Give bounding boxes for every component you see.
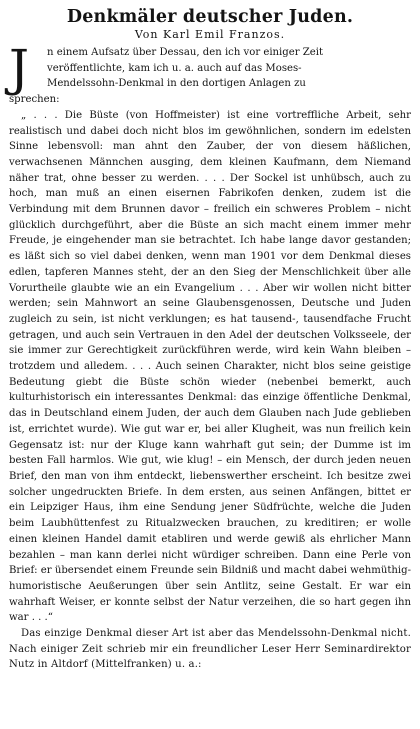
author-byline: Von Karl Emil Franzos.	[134, 28, 286, 41]
intro-paragraph	[9, 39, 411, 108]
article-body	[9, 39, 411, 673]
closing-paragraph: Das einzige Denkmal dieser Art ist aber das Mendelssohn-Denkmal nicht. Nach einiger Zeit schrieb mir ein freundlicher Leser Herr Seminardirektor Nutz in Altdorf (Mittelfranken) u. a.:	[9, 628, 411, 671]
drop-capital: J	[9, 39, 30, 97]
intro-line: n einem Aufsatz über Dessau, den ich vor einiger Zeit	[47, 47, 324, 58]
intro-line: sprechen:	[9, 94, 60, 106]
intro-line: Mendelssohn-Denkmal in den dortigen Anlagen zu	[47, 78, 306, 90]
quote-text: „ . . . Die Büste (von Hoffmeister) ist eine vortreffliche Arbeit, sehr realistisch und dabei doch nicht blos im gewöhnlichen, sondern im edelsten Sinne lebensvoll: man ahnt den Zauber, der von diesem häßlichen, verwachsenen Männchen ausging, dem kleinen Kaufmann, dem Niemand näher trat, ohne besser zu werden. . . . Der Sockel ist unhübsch, auch zu hoch, man muß an einen eisernen Fabrikofen denken, zudem ist die Verbindung mit dem Brunnen davor – freilich ein schweres Problem – nicht glücklich durchgeführt, aber die Büste an sich macht einem immer mehr Freude, je eingehender man sie betrachtet. Ich habe lange davor gestanden; es läßt sich so viel dabei denken, wenn man 1901 vor dem Denkmal dieses edlen, tapferen Mannes steht, der an den Sieg der Menschlichkeit über alle Vorurtheile glaubte wie an ein Evangelium . . . Aber wir wollen nicht bitter werden; sein Mahnwort an seine Glaubensgenossen, Deutsche und Juden zugleich zu sein, ist nicht verklungen; es hat tausend-, tausendfache Frucht getragen, und auch sein Vertrauen in den Adel der deutschen Volksseele, der sie immer zur Gerechtigkeit zurückführen werde, wird kein Wahn bleiben – trotzdem und alledem. . . . Auch seinen Charakter, nicht blos seine geistige Bedeutung giebt die Büste schön wieder (nebenbei bemerkt, auch kulturhistorisch ein interessantes Denkmal: das einzige öffentliche Denkmal, das in Deutschland einem Juden, der auch dem Glauben nach Jude geblieben ist, errichtet wurde). Wie gut war er, bei aller Klugheit, was nun freilich kein Gegensatz ist: nur der Kluge kann wahrhaft gut sein; der Dumme ist im besten Fall harmlos. Wie gut, wie klug! – ein Mensch, der durch jeden neuen Brief, den man von ihm entdeckt, liebenswerther erscheint. Ich besitze zwei solcher ungedruckten Briefe. In dem ersten, aus seinen Anfängen, bittet er ein Leipziger Haus, ihm eine Sendung jener Südfrüchte, welche die Juden beim Laubhüttenfest zu Ritualzwecken brauchen, zu kreditiren; er wolle einen kleinen Handel damit etabliren und werde gewiß als ehrlicher Mann bezahlen – man kann derlei nicht würdiger schreiben. Dann eine Perle von Brief: er übersendet einem Freunde sein Bildniß und macht dabei wehmüthig-humoristische Aeußerungen über sein Antlitz, seine Gestalt. Er war ein wahrhaft Weiser, er konnte selbst der Natur verzeihen, die so hart gegen ihn war . . .“	[9, 109, 411, 624]
intro-line: veröffentlichte, kam ich u. a. auch auf das Moses-	[47, 62, 302, 74]
article-title: Denkmäler deutscher Juden.	[66, 7, 354, 27]
quoted-passage	[9, 108, 411, 626]
